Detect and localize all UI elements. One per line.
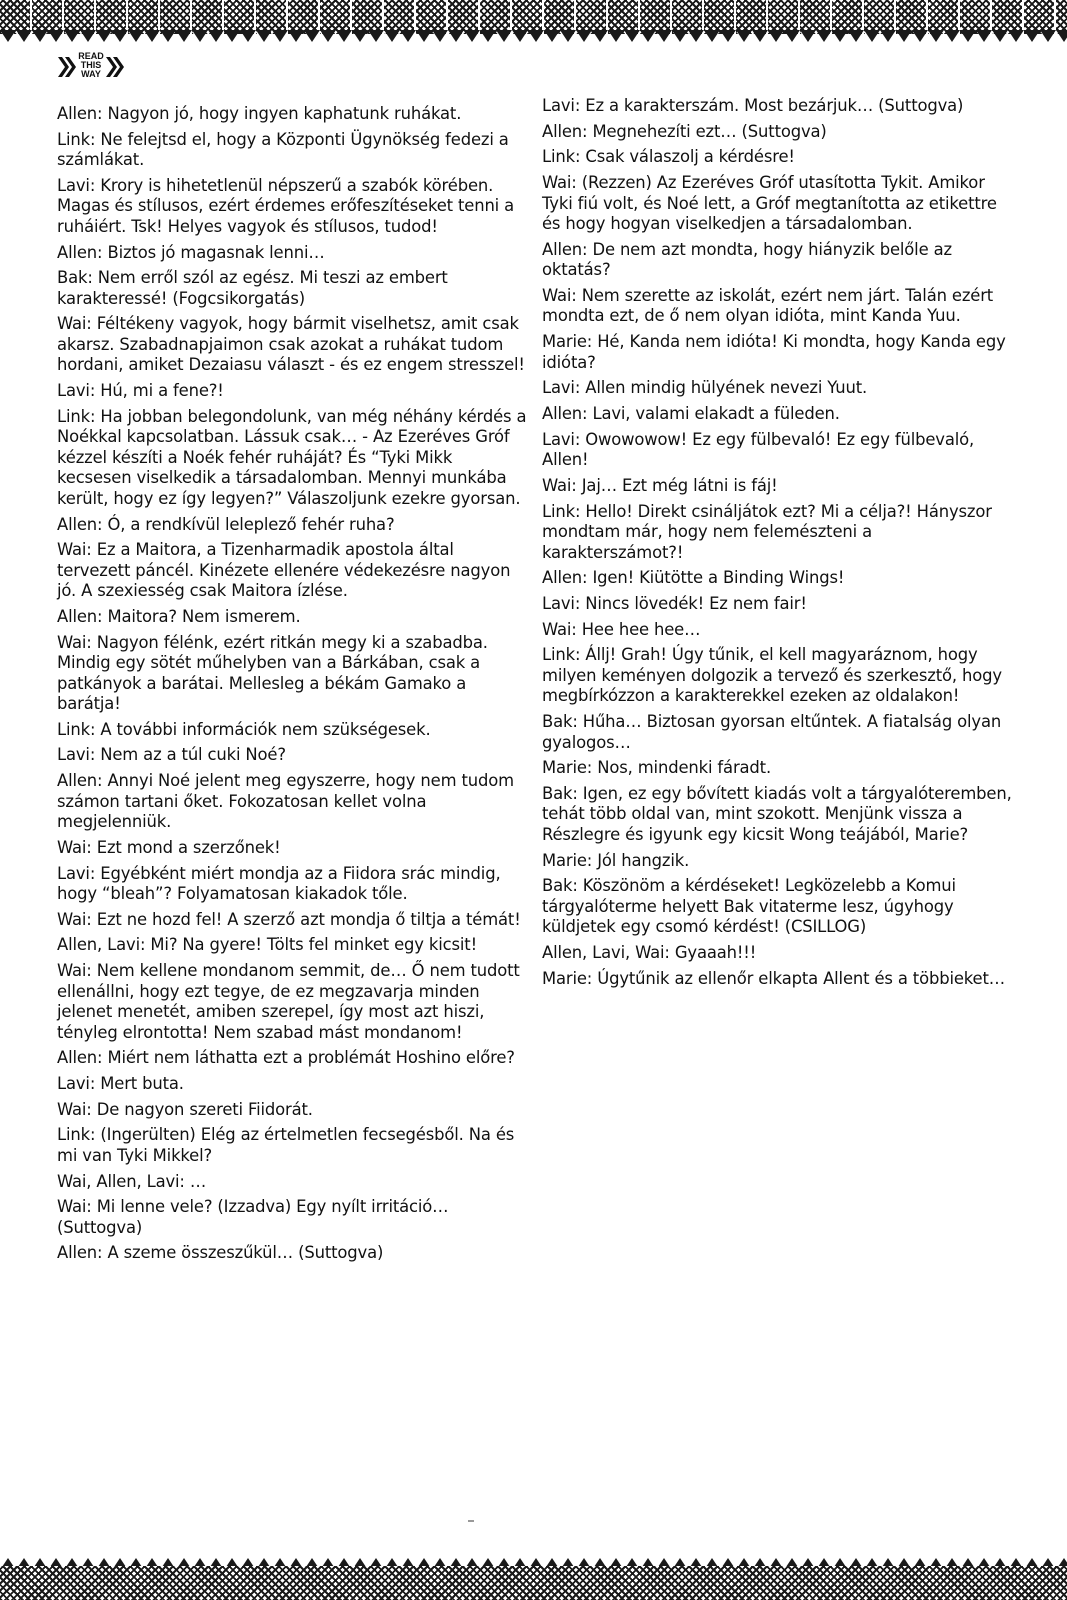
top-zigzag-edge: [0, 30, 1067, 46]
dialogue-line: Allen: Maitora? Nem ismerem.: [57, 606, 301, 626]
dialogue-line: Allen: Annyi Noé jelent meg egyszerre, hogy nem tudom számon tartani őket. Fokozatosan kellet volna megjelenniük.: [57, 771, 514, 832]
top-decorative-border: [0, 0, 1067, 34]
dialogue-line: Lavi: Krory is hihetetlenül népszerű a szabók körében. Magas és stílusos, ezért érdemes erőfeszítéseket tenni a ruháiért. Tsk! Helyes vagyok és stílusos, tudod!: [57, 175, 515, 236]
dialogue-line: Allen: Nagyon jó, hogy ingyen kaphatunk ruhákat.: [57, 104, 462, 123]
dialogue-line: Lavi: Allen mindig hülyének nevezi Yuut.: [542, 378, 868, 398]
read-this-way-indicator: [57, 52, 127, 82]
dialogue-line: Wai: Ezt ne hozd fel! A szerző azt mondja ő tiltja a témát!: [57, 909, 521, 929]
dialogue-line: Link: Csak válaszolj a kérdésre!: [542, 147, 795, 167]
dialogue-line: Allen: Lavi, valami elakadt a füleden.: [542, 404, 840, 423]
way-word: WAY: [81, 69, 101, 79]
dialogue-line: Allen: A szeme összeszűkül… (Suttogva): [57, 1243, 384, 1263]
dialogue-line: Lavi: Owowowow! Ez egy fülbevaló! Ez egy fülbevaló, Allen!: [542, 429, 975, 470]
dialogue-line: Wai: Ezt mond a szerzőnek!: [57, 837, 281, 857]
dialogue-line: Wai: Hee hee hee…: [542, 619, 701, 639]
dialogue-line: Lavi: Egyébként miért mondja az a Fiidora srác mindig, hogy “bleah”? Folyamatosan kiakadok tőle.: [57, 863, 501, 903]
right-text-column: [542, 96, 1012, 994]
dialogue-line: Bak: Hűha… Biztosan gyorsan eltűntek. A fiatalság olyan gyalogos…: [542, 712, 1002, 752]
dialogue-line: Allen: Miért nem láthatta ezt a problémát Hoshino előre?: [57, 1048, 515, 1068]
dialogue-line: Lavi: Ez a karakterszám. Most bezárjuk… (Suttogva): [542, 96, 964, 115]
dialogue-line: Marie: Nos, mindenki fáradt.: [542, 758, 772, 778]
dialogue-line: Allen: Ó, a rendkívül leleplező fehér ruha?: [57, 514, 395, 534]
dialogue-line: Wai: Ez a Maitora, a Tizenharmadik apostola által tervezett páncél. Kinézete ellenére védekezésre nagyon jó. A szexiesség csak Maitora ízlése.: [57, 540, 511, 601]
bottom-decorative-border: [0, 1566, 1067, 1600]
dialogue-line: Link: Állj! Grah! Úgy tűnik, el kell magyaráznom, hogy milyen keményen dolgozik a tervező és szerkesztő, hogy megbírkózzon a karakterekkel ezeken az oldalakon!: [542, 645, 1002, 706]
dialogue-line: Lavi: Hú, mi a fene?!: [57, 381, 224, 401]
double-chevron-right-icon: [105, 55, 125, 79]
dialogue-line: Link: Ha jobban belegondolunk, van még néhány kérdés a Noékkal kapcsolatban. Lássuk csak… - Az Ezeréves Gróf kézzel készíti a Noék fehér ruháját? És “Tyki Mikk kecsesen viselkedik a társadalomban. Mennyi munkába került, hogy ez így legyen?” Válaszoljunk ezekre gyorsan.: [57, 406, 527, 508]
dialogue-line: Wai: Nem szerette az iskolát, ezért nem járt. Talán ezért mondta ezt, de ő nem olyan idióta, mint Kanda Yuu.: [542, 285, 994, 326]
this-word: THIS: [80, 60, 102, 70]
dialogue-line: Wai: (Rezzen) Az Ezeréves Gróf utasította Tykit. Amikor Tyki fiú volt, és Noé lett, a Gróf megtanította az etikettre és hogy hogyan viselkedjen a társadalomban.: [542, 173, 997, 234]
read-word: READ: [78, 51, 104, 61]
dialogue-line: Wai: Jaj… Ezt még látni is fáj!: [542, 475, 778, 495]
dialogue-line: Bak: Igen, ez egy bővített kiadás volt a tárgyalóteremben, tehát több oldal van, mint szokott. Menjünk vissza a Részlegre és igyunk egy kicsit Wong teájából, Marie?: [542, 783, 1012, 844]
dialogue-line: Marie: Hé, Kanda nem idióta! Ki mondta, hogy Kanda egy idióta?: [542, 332, 1006, 372]
dialogue-line: Link: (Ingerülten) Elég az értelmetlen fecsegésből. Na és mi van Tyki Mikkel?: [57, 1125, 515, 1165]
dialogue-line: Link: A további információk nem szükségesek.: [57, 719, 431, 739]
dialogue-line: Allen, Lavi: Mi? Na gyere! Tölts fel minket egy kicsit!: [57, 935, 478, 955]
dialogue-line: Link: Ne felejtsd el, hogy a Központi Ügynökség fedezi a számlákat.: [57, 129, 509, 170]
read-this-way-label: [78, 52, 104, 79]
dialogue-line: Allen: Igen! Kiütötte a Binding Wings!: [542, 568, 845, 588]
dialogue-line: Allen: Megnehezíti ezt… (Suttogva): [542, 121, 827, 141]
left-text-column: [57, 104, 527, 1269]
dialogue-line: Bak: Nem erről szól az egész. Mi teszi az embert karakteressé! (Fogcsikorgatás): [57, 268, 448, 308]
page-mark: [468, 1520, 474, 1522]
dialogue-line: Marie: Úgytűnik az ellenőr elkapta Allent és a többieket…: [542, 968, 1006, 988]
dialogue-line: Bak: Köszönöm a kérdéseket! Legközelebb a Komui tárgyalóterme helyett Bak vitaterme lesz, úgyhogy küldjetek egy csomó kérdést! (CSILLOG): [542, 876, 956, 937]
dialogue-line: Allen, Lavi, Wai: Gyaaah!!!: [542, 942, 757, 962]
dialogue-line: Lavi: Nem az a túl cuki Noé?: [57, 745, 286, 765]
dialogue-line: Wai: Nagyon félénk, ezért ritkán megy ki a szabadba. Mindig egy sötét műhelyben van a Bárkában, csak a patkányok a barátai. Mellesleg a békám Gamako a barátja!: [57, 632, 488, 714]
dialogue-line: Wai: Féltékeny vagyok, hogy bármit viselhetsz, amit csak akarsz. Szabadnapjaimon csak azokat a ruhákat tudom hordani, amiket Dezaiasu választ - és ez engem stresszel!: [57, 314, 525, 375]
dialogue-line: Wai: Mi lenne vele? (Izzadva) Egy nyílt irritáció… (Suttogva): [57, 1197, 449, 1237]
dialogue-line: Lavi: Nincs lövedék! Ez nem fair!: [542, 593, 807, 613]
double-chevron-right-icon: [57, 55, 77, 79]
dialogue-line: Allen: Biztos jó magasnak lenni…: [57, 242, 325, 262]
dialogue-line: Wai: Nem kellene mondanom semmit, de… Ő nem tudott ellenállni, hogy ezt tegye, de ez megzavarja minden jelenet menetét, amiben szerepel, így most azt hiszi, tényleg elrontotta! Nem szabad mást mondanom!: [57, 961, 520, 1042]
dialogue-line: Link: Hello! Direkt csináljátok ezt? Mi a célja?! Hányszor mondtam már, hogy nem felemészteni a karakterszámot?!: [542, 501, 992, 562]
dialogue-line: Marie: Jól hangzik.: [542, 850, 690, 870]
dialogue-line: Wai, Allen, Lavi: …: [57, 1171, 207, 1191]
dialogue-line: Wai: De nagyon szereti Fiidorát.: [57, 1099, 313, 1119]
dialogue-line: Allen: De nem azt mondta, hogy hiányzik belőle az oktatás?: [542, 239, 952, 280]
dialogue-line: Lavi: Mert buta.: [57, 1073, 184, 1093]
